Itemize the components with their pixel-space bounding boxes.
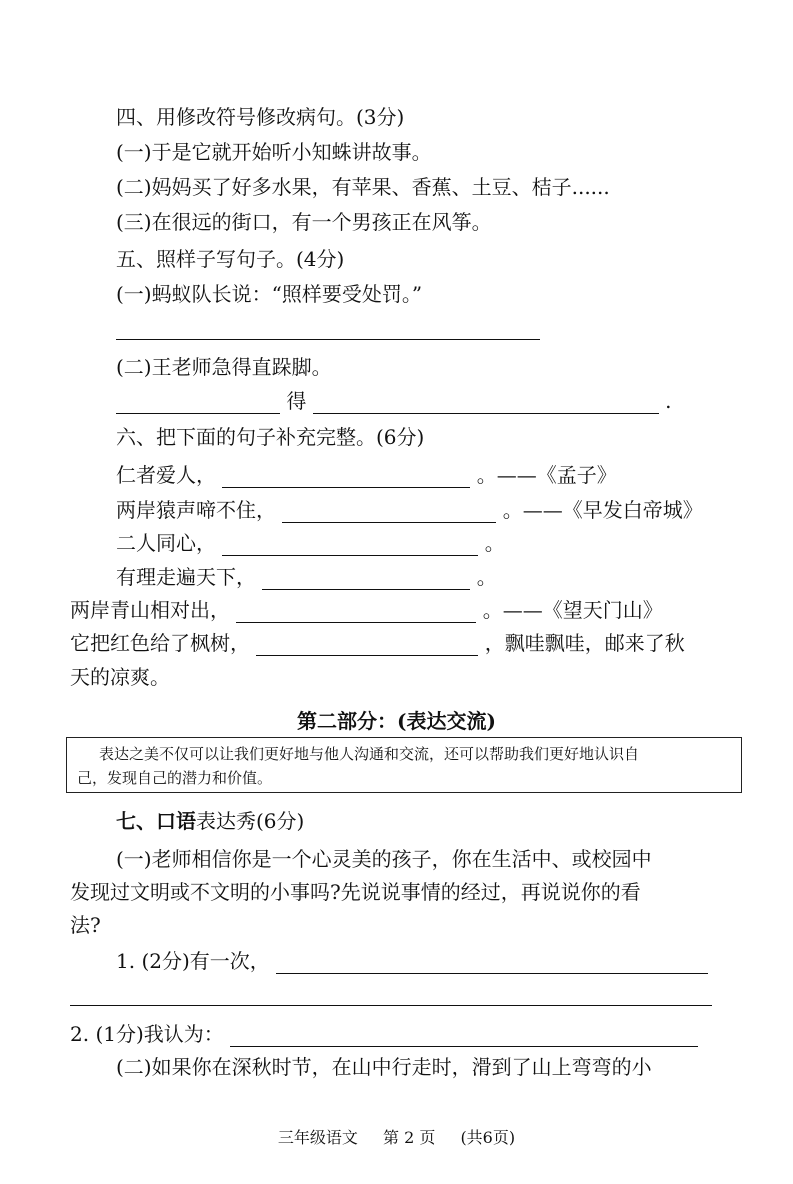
fill-blank-2[interactable] <box>282 502 496 523</box>
answer-1-blank[interactable] <box>276 953 708 974</box>
answer-blank-5-2a[interactable] <box>116 393 280 414</box>
part-2-title: 第二部分：(表达交流) <box>297 709 496 733</box>
fill-line-2-text: 两岸猿声啼不住， <box>116 498 276 522</box>
de-char: 得 <box>286 389 307 413</box>
question-2-line-1: (二)如果你在深秋时节，在山中行走时，滑到了山上弯弯的小 <box>116 1055 652 1079</box>
question-1-line-1: (一)老师相信你是一个心灵美的孩子，你在生活中、或校园中 <box>116 847 652 871</box>
section-5-answer-row <box>116 388 671 414</box>
fill-line-6-rest: ，飘哇飘哇，邮来了秋 <box>484 631 685 655</box>
answer-1-label: 1. (2分)有一次， <box>116 949 270 973</box>
section-7-title-bold: 七、口语 <box>116 809 196 833</box>
fill-line-2-source: 。——《早发白帝城》 <box>502 498 703 522</box>
question-1-line-3: 法? <box>70 913 101 937</box>
section-6-title: 六、把下面的句子补充完整。(6分) <box>116 425 425 449</box>
fill-blank-4[interactable] <box>262 569 470 590</box>
fill-line-3 <box>116 530 505 556</box>
fill-line-6 <box>70 630 685 656</box>
answer-2-row <box>70 1021 698 1047</box>
footer-subject: 三年级语文 <box>277 1128 358 1147</box>
fill-line-2 <box>116 497 703 523</box>
fill-line-4 <box>116 564 497 590</box>
section-7-title-rest: 表达秀(6分) <box>196 809 305 833</box>
intro-line-2: 己，发现自己的潜力和价值。 <box>77 769 273 787</box>
part-2-intro-box <box>66 737 742 793</box>
answer-1-row <box>116 948 708 974</box>
fill-line-6-text: 它把红色给了枫树， <box>70 631 250 655</box>
footer-total: (共6页) <box>460 1128 516 1147</box>
fill-line-5-text: 两岸青山相对出， <box>70 598 230 622</box>
question-1-line-2: 发现过文明或不文明的小事吗?先说说事情的经过，再说说你的看 <box>70 880 641 904</box>
section-4-item-3: (三)在很远的街口，有一个男孩正在风筝。 <box>116 210 492 234</box>
section-4-title: 四、用修改符号修改病句。(3分) <box>116 105 405 129</box>
fill-line-3-text: 二人同心， <box>116 531 216 555</box>
section-4-item-1: (一)于是它就开始听小知蛛讲故事。 <box>116 140 432 164</box>
answer-blank-5-2b[interactable] <box>313 393 659 414</box>
intro-line-1: 表达之美不仅可以让我们更好地与他人沟通和交流，还可以帮助我们更好地认识自 <box>99 745 640 763</box>
fill-line-6-continued: 天的凉爽。 <box>70 665 170 689</box>
section-5-title: 五、照样子写句子。(4分) <box>116 247 345 271</box>
footer-page: 第 2 页 <box>382 1128 436 1147</box>
section-5-item-2: (二)王老师急得直跺脚。 <box>116 355 332 379</box>
fill-blank-1[interactable] <box>222 467 470 488</box>
fill-line-1-text: 仁者爱人， <box>116 463 216 487</box>
section-5-item-1: (一)蚂蚁队长说：“照样要受处罚。” <box>116 282 423 306</box>
section-4-item-2: (二)妈妈买了好多水果，有苹果、香蕉、土豆、桔子...... <box>116 175 610 199</box>
fill-line-5-source: 。——《望天门山》 <box>482 598 663 622</box>
fill-blank-5[interactable] <box>236 602 476 623</box>
fill-line-4-end: 。 <box>476 565 497 589</box>
answer-2-label: 2. (1分)我认为： <box>70 1022 224 1046</box>
fill-blank-6[interactable] <box>256 635 478 656</box>
fill-line-3-end: 。 <box>484 531 505 555</box>
page-footer <box>0 1128 793 1148</box>
section-7-title <box>116 808 304 834</box>
fill-line-5 <box>70 597 663 623</box>
fill-line-4-text: 有理走遍天下， <box>116 565 256 589</box>
fill-line-1 <box>116 462 617 488</box>
fill-blank-3[interactable] <box>222 535 478 556</box>
answer-1-line-2[interactable] <box>70 1005 712 1006</box>
answer-2-blank[interactable] <box>230 1026 698 1047</box>
answer-line-5-1[interactable] <box>116 339 540 340</box>
fill-line-1-source: 。——《孟子》 <box>476 463 617 487</box>
period-mark: . <box>665 389 672 413</box>
